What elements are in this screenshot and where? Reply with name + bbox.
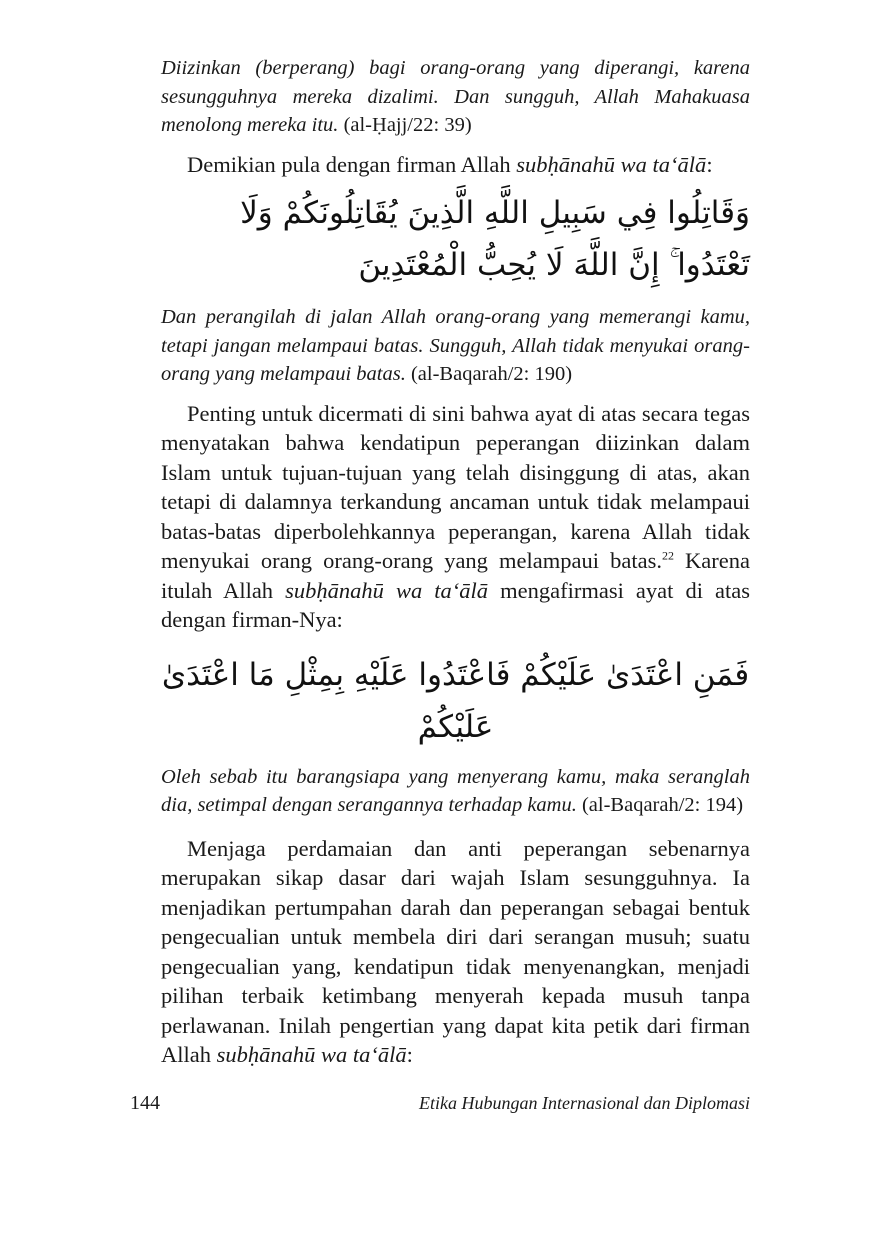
- arabic-verse-baqarah-190: وَقَاتِلُوا فِي سَبِيلِ اللَّهِ الَّذِينَ يُقَاتِلُونَكُمْ وَلَا تَعْتَدُوا ۚ إِنَّ اللَّهَ لَا يُحِبُّ الْمُعْتَدِينَ: [240, 195, 750, 283]
- paragraph-text: Penting untuk dicermati di sini bahwa ayat di atas secara tegas menyatakan bahwa kendatipun peperangan diizinkan dalam Islam untuk tujuan-tujuan yang telah disinggung di atas, akan tetapi di dalamnya terkandung ancaman untuk tidak melampaui batas-batas diperbolehkannya peperangan, karena Allah tidak menyukai orang orang-orang yang melampaui batas.: [161, 400, 750, 573]
- arabic-verse-baqarah-194: فَمَنِ اعْتَدَىٰ عَلَيْكُمْ فَاعْتَدُوا عَلَيْهِ بِمِثْلِ مَا اعْتَدَىٰ عَلَيْكُمْ: [161, 656, 750, 745]
- paragraph-colon: :: [406, 1042, 413, 1067]
- page-content: [161, 54, 750, 1070]
- page-number: 144: [130, 1092, 160, 1114]
- intro-text: Demikian pula dengan firman Allah: [187, 151, 517, 177]
- intro-colon: :: [706, 151, 713, 177]
- translation-text: Diizinkan (berperang) bagi orang-orang yang diperangi, karena sesungguhnya mereka dizalimi. Dan sungguh, Allah Mahakuasa menolong mereka itu.: [161, 57, 750, 136]
- running-title: Etika Hubungan Internasional dan Diplomasi: [419, 1093, 750, 1113]
- page-footer: [130, 1092, 750, 1115]
- paragraph-text: mengafirmasi ayat di atas dengan firman-Nya:: [161, 577, 750, 632]
- translation-text: Dan perangilah di jalan Allah orang-orang yang memerangi kamu, tetapi jangan melampaui batas. Sungguh, Allah tidak menyukai orang-orang yang melampaui batas.: [161, 306, 750, 385]
- intro-paragraph: [161, 150, 750, 180]
- body-paragraph-2: [161, 834, 750, 1070]
- term-subhanahu: subḥānahū wa ta‘ālā: [516, 151, 707, 177]
- footnote-marker[interactable]: 22: [661, 548, 674, 563]
- translation-text: Oleh sebab itu barangsiapa yang menyerang kamu, maka seranglah dia, setimpal dengan serangannya terhadap kamu.: [161, 765, 750, 816]
- paragraph-text: Menjaga perdamaian dan anti peperangan sebenarnya merupakan sikap dasar dari wajah Islam sesungguhnya. Ia menjadikan pertumpahan darah dan peperangan sebagai bentuk pengecualian untuk membela diri dari serangan musuh; suatu pengecualian yang, kendatipun tidak menyenangkan, menjadi pilihan terbaik ketimbang menyerah kepada musuh tanpa perlawanan. Inilah pengertian yang dapat kita petik dari firman Allah: [161, 835, 750, 1067]
- term-subhanahu: subḥānahū wa ta‘ālā: [285, 577, 489, 603]
- translation-baqarah-194: [161, 763, 750, 820]
- paragraph-text: Karena itulah Allah: [161, 548, 751, 603]
- verse-reference: (al-Ḥajj/22: 39): [338, 114, 472, 136]
- verse-reference: (al-Baqarah/2: 190): [405, 363, 573, 385]
- translation-hajj-39: [161, 54, 750, 140]
- verse-reference: (al-Baqarah/2: 194): [576, 794, 744, 816]
- term-subhanahu: subḥānahū wa ta‘ālā: [216, 1042, 407, 1067]
- translation-baqarah-190: [161, 303, 750, 389]
- body-paragraph-1: [161, 399, 750, 635]
